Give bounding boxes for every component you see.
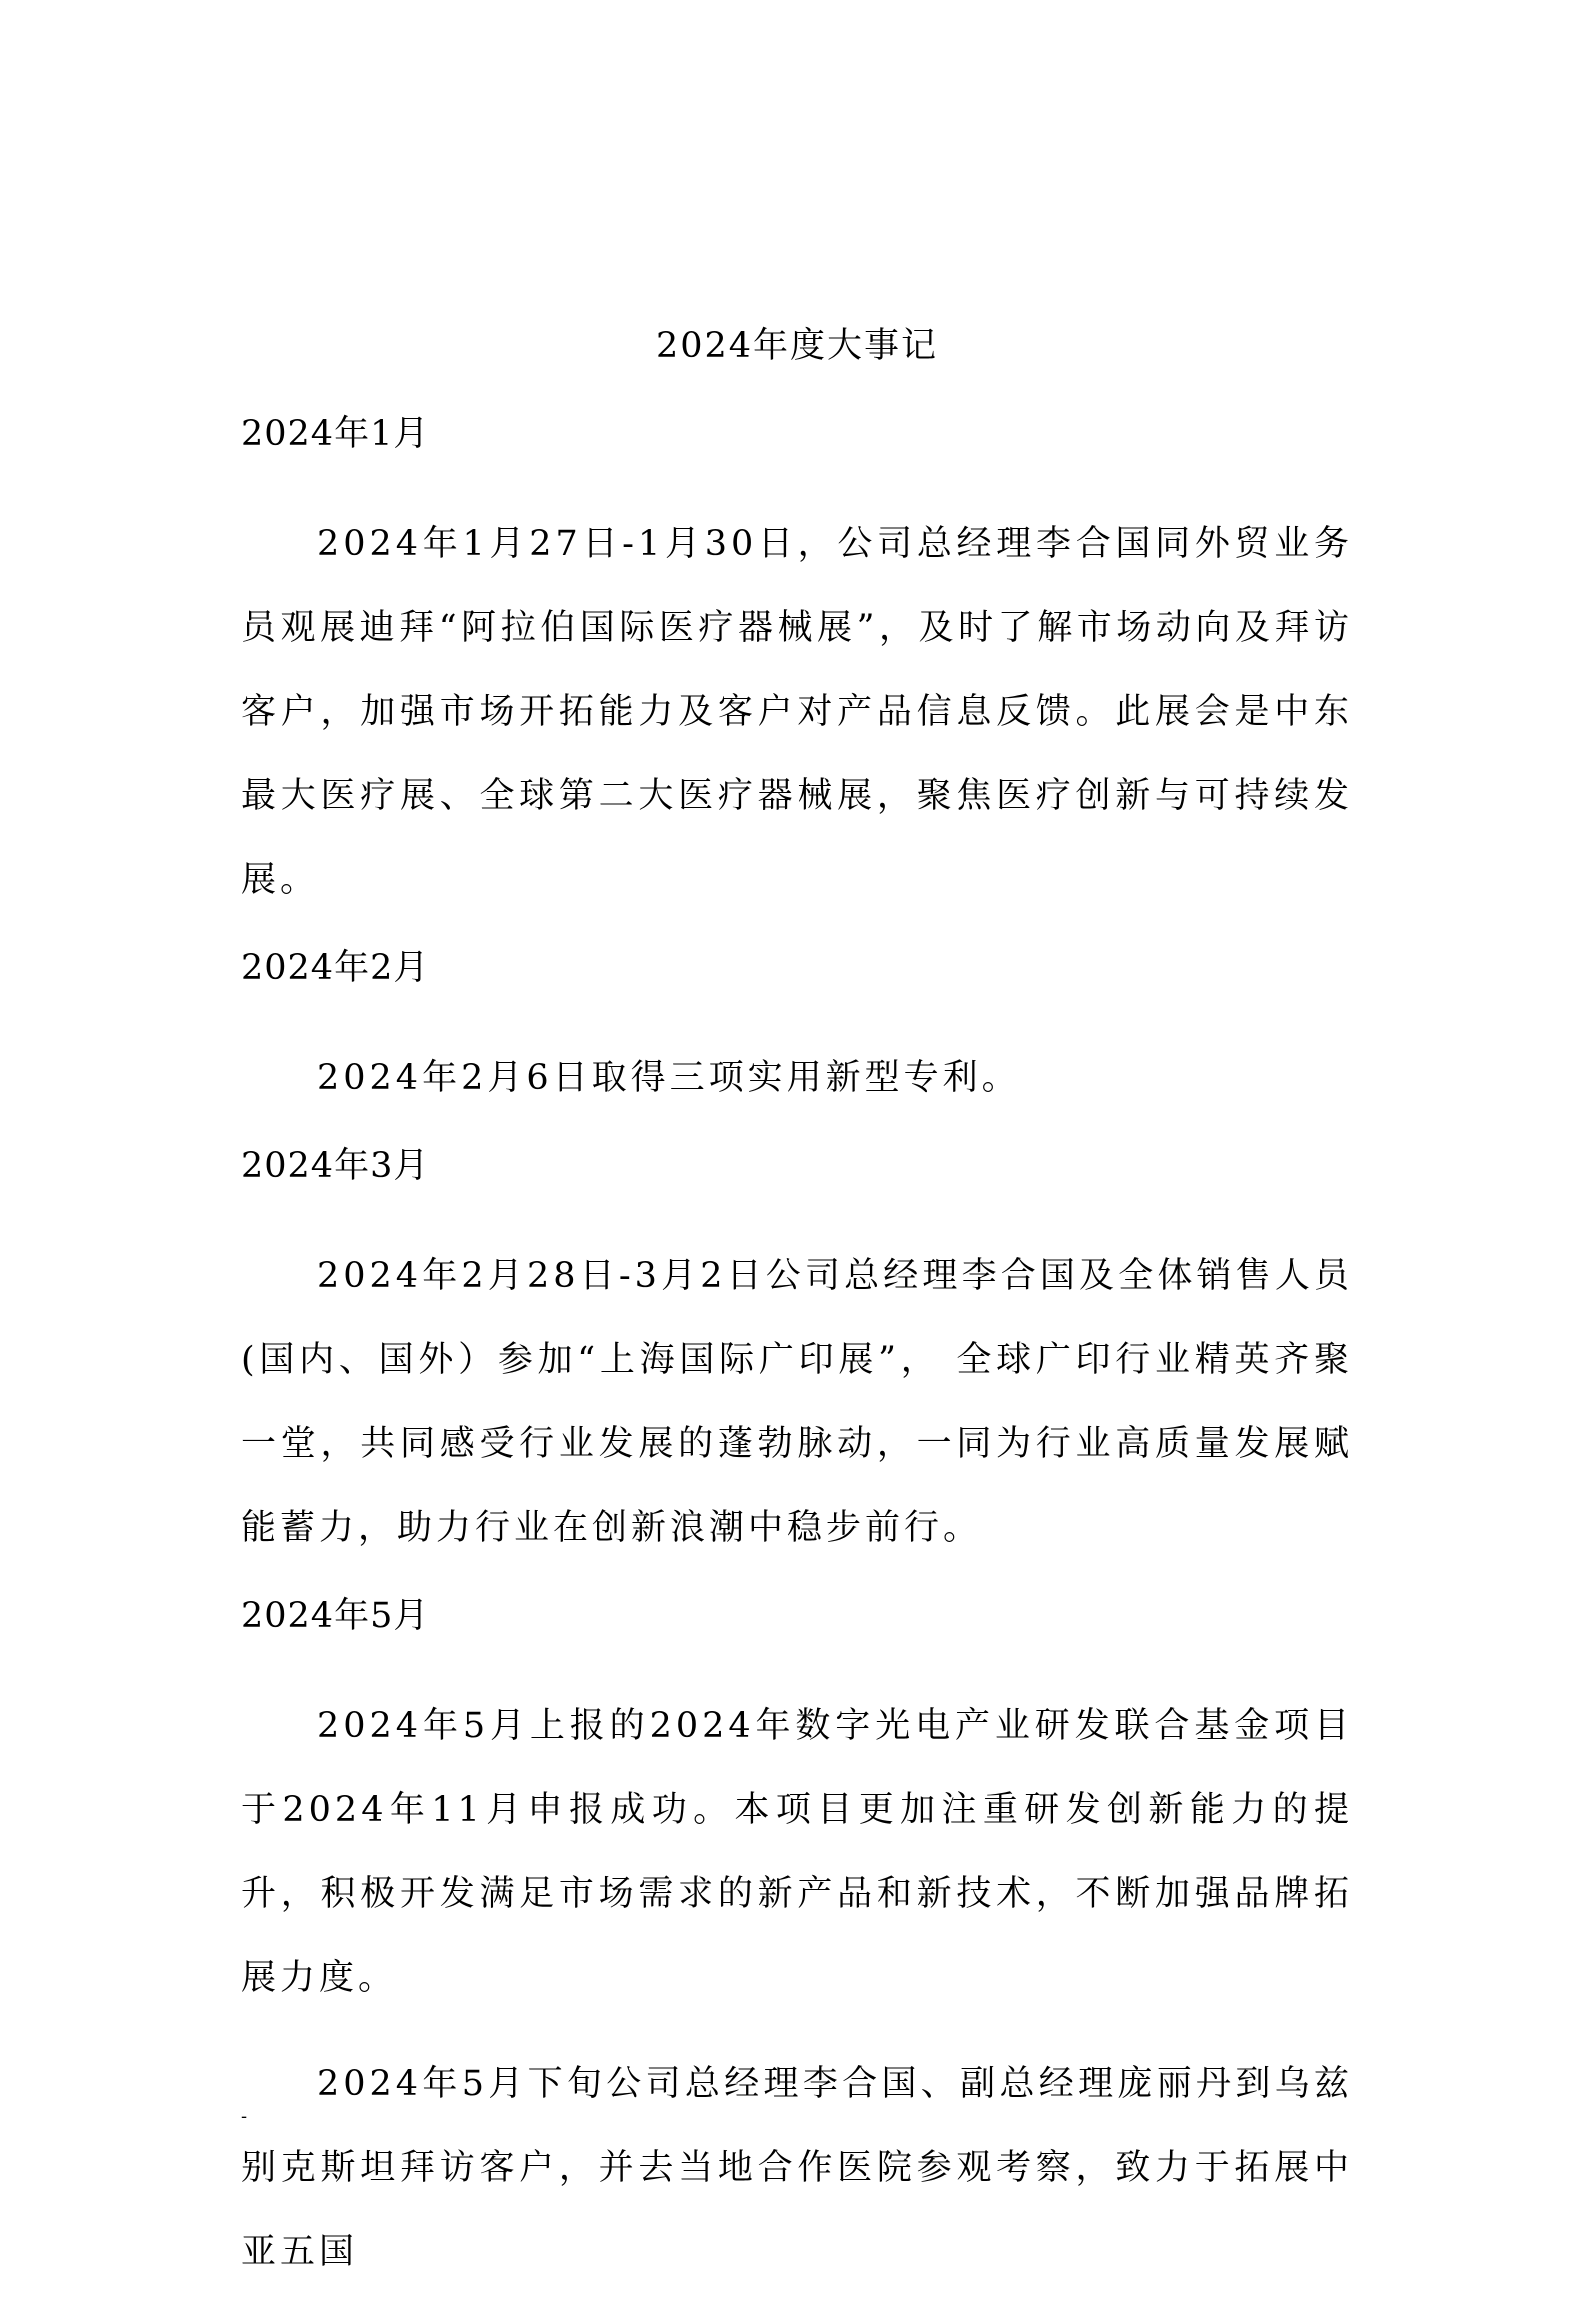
document-title: 2024年度大事记: [655, 326, 939, 366]
section-paragraph: 2024年5月上报的2024年数字光电产业研发联合基金项目于2024年11月申报成功。本项目更加注重研发创新能力的提升，积极开发满足市场需求的新产品和新技术，不断加强品牌拓展力度。: [241, 1706, 1353, 1998]
section-2024-03: [241, 1142, 1353, 1570]
section-heading: 2024年5月: [241, 1596, 430, 1636]
section-paragraph: 2024年2月28日-3月2日公司总经理李合国及全体销售人员(国内、国外）参加“上海国际广印展”， 全球广印行业精英齐聚一堂，共同感受行业发展的蓬勃脉动，一同为行业高质量发展赋能蓄力，助力行业在创新浪潮中稳步前行。: [241, 1256, 1353, 1548]
section-paragraph: 2024年1月27日-1月30日，公司总经理李合国同外贸业务员观展迪拜“阿拉伯国际医疗器械展”，及时了解市场动向及拜访客户，加强市场开拓能力及客户对产品信息反馈。此展会是中东最大医疗展、全球第二大医疗器械展，聚焦医疗创新与可持续发展。: [241, 524, 1353, 900]
section-2024-05: [241, 1592, 1353, 2294]
document-body: [241, 322, 1353, 2316]
section-2024-02: [241, 944, 1353, 1120]
section-heading: 2024年2月: [241, 948, 430, 988]
section-heading: 2024年3月: [241, 1146, 430, 1186]
page-footer-mark: -: [241, 2106, 248, 2127]
section-heading: 2024年1月: [241, 414, 430, 454]
section-2024-01: [241, 410, 1353, 922]
section-paragraph: 2024年2月6日取得三项实用新型专利。: [317, 1058, 1021, 1098]
section-paragraph: 2024年5月下旬公司总经理李合国、副总经理庞丽丹到乌兹别克斯坦拜访客户，并去当地合作医院参观考察，致力于拓展中亚五国: [241, 2064, 1353, 2272]
